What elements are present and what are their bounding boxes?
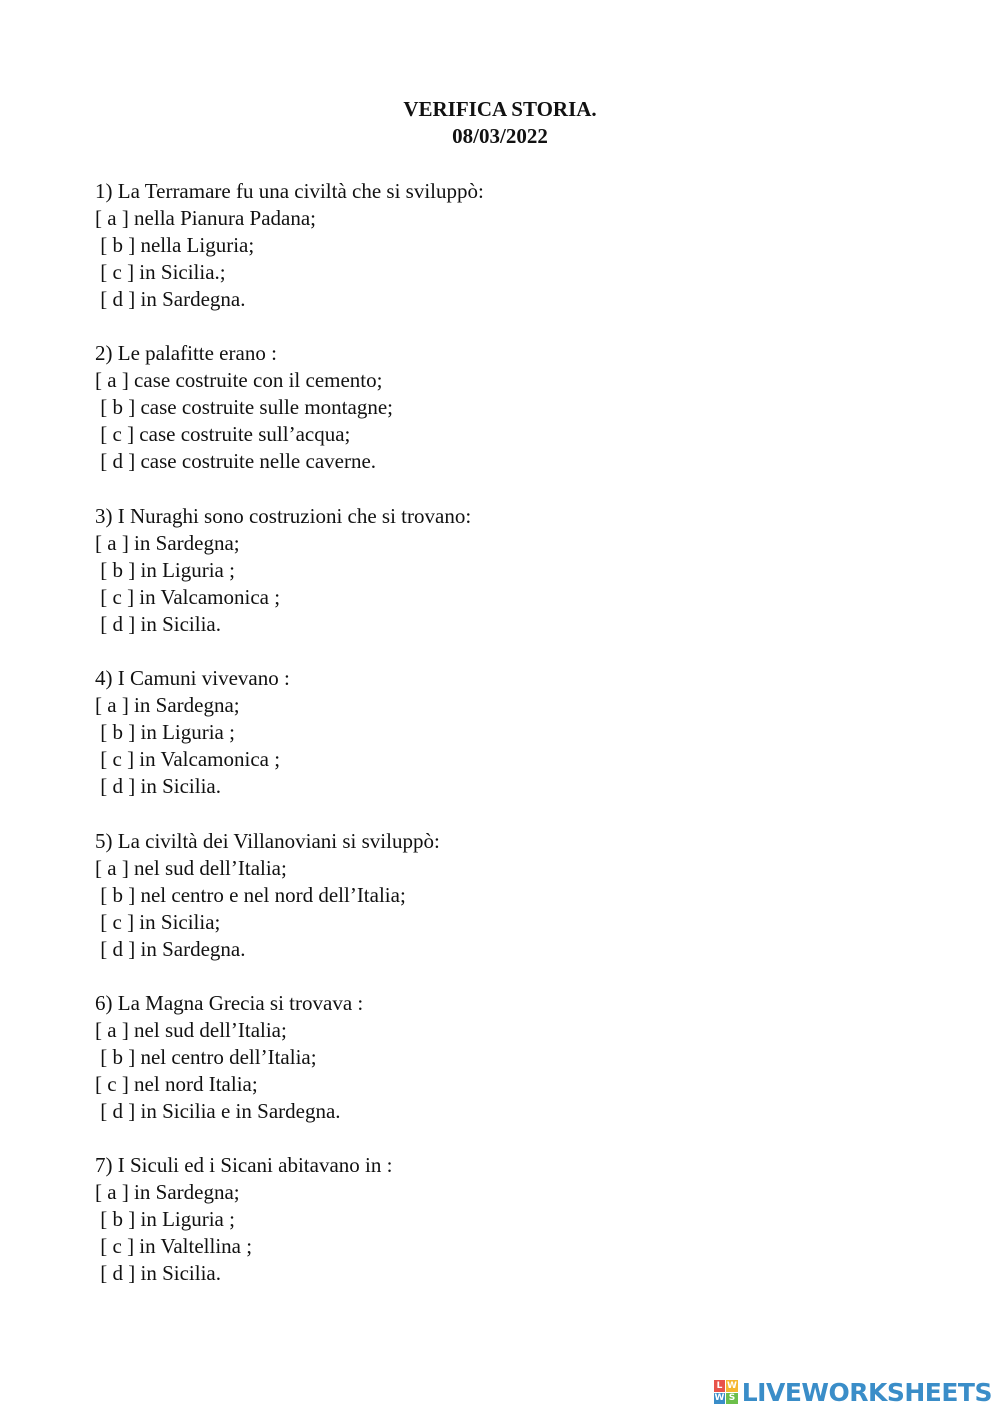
question-block xyxy=(95,340,895,475)
answer-option[interactable]: [ a ] nella Pianura Padana; xyxy=(95,206,316,230)
answer-option[interactable]: [ c ] in Sicilia; xyxy=(95,910,221,934)
answer-option[interactable]: [ a ] in Sardegna; xyxy=(95,531,240,555)
answer-option[interactable]: [ d ] in Sicilia. xyxy=(95,774,221,798)
answer-option[interactable]: [ a ] nel sud dell’Italia; xyxy=(95,1018,287,1042)
answer-option[interactable]: [ d ] in Sicilia. xyxy=(95,1261,221,1285)
question-text: 1) La Terramare fu una civiltà che si sviluppò: xyxy=(95,179,484,203)
question-block xyxy=(95,503,895,638)
question-text: 5) La civiltà dei Villanoviani si sviluppò: xyxy=(95,829,440,853)
answer-option[interactable]: [ b ] nella Liguria; xyxy=(95,233,255,257)
answer-option[interactable]: [ a ] nel sud dell’Italia; xyxy=(95,856,287,880)
answer-option[interactable]: [ d ] case costruite nelle caverne. xyxy=(95,449,377,473)
logo-tile: S xyxy=(726,1393,738,1405)
answer-option[interactable]: [ d ] in Sardegna. xyxy=(95,287,246,311)
answer-option[interactable]: [ b ] nel centro dell’Italia; xyxy=(95,1045,317,1069)
question-block xyxy=(95,990,895,1125)
answer-option[interactable]: [ b ] in Liguria ; xyxy=(95,558,235,582)
question-block xyxy=(95,828,895,963)
question-text: 7) I Siculi ed i Sicani abitavano in : xyxy=(95,1153,393,1177)
liveworksheets-logo-icon xyxy=(714,1380,738,1404)
answer-option[interactable]: [ b ] in Liguria ; xyxy=(95,720,235,744)
answer-option[interactable]: [ c ] in Sicilia.; xyxy=(95,260,226,284)
answer-option[interactable]: [ a ] in Sardegna; xyxy=(95,693,240,717)
answer-option[interactable]: [ a ] case costruite con il cemento; xyxy=(95,368,383,392)
page-date: 08/03/2022 xyxy=(452,124,548,148)
question-text: 3) I Nuraghi sono costruzioni che si trovano: xyxy=(95,504,472,528)
question-text: 6) La Magna Grecia si trovava : xyxy=(95,991,364,1015)
answer-option[interactable]: [ b ] case costruite sulle montagne; xyxy=(95,395,393,419)
answer-option[interactable]: [ d ] in Sardegna. xyxy=(95,937,246,961)
question-text: 4) I Camuni vivevano : xyxy=(95,666,290,690)
logo-tile: W xyxy=(727,1380,737,1391)
logo-tile: W xyxy=(714,1393,725,1404)
question-block xyxy=(95,178,895,313)
answer-option[interactable]: [ c ] in Valcamonica ; xyxy=(95,585,281,609)
liveworksheets-logo xyxy=(714,1377,992,1407)
question-block xyxy=(95,665,895,800)
page-title: VERIFICA STORIA. xyxy=(403,97,597,121)
answer-option[interactable]: [ c ] nel nord Italia; xyxy=(95,1072,258,1096)
question-text: 2) Le palafitte erano : xyxy=(95,341,277,365)
answer-option[interactable]: [ c ] case costruite sull’acqua; xyxy=(95,422,351,446)
answer-option[interactable]: [ d ] in Sicilia. xyxy=(95,612,221,636)
logo-tile: L xyxy=(714,1380,726,1392)
answer-option[interactable]: [ b ] nel centro e nel nord dell’Italia; xyxy=(95,883,406,907)
brand-name: LIVEWORKSHEETS xyxy=(741,1377,992,1407)
answer-option[interactable]: [ c ] in Valcamonica ; xyxy=(95,747,281,771)
answer-option[interactable]: [ d ] in Sicilia e in Sardegna. xyxy=(95,1099,341,1123)
answer-option[interactable]: [ b ] in Liguria ; xyxy=(95,1207,235,1231)
answer-option[interactable]: [ c ] in Valtellina ; xyxy=(95,1234,253,1258)
answer-option[interactable]: [ a ] in Sardegna; xyxy=(95,1180,240,1204)
question-block xyxy=(95,1152,895,1287)
